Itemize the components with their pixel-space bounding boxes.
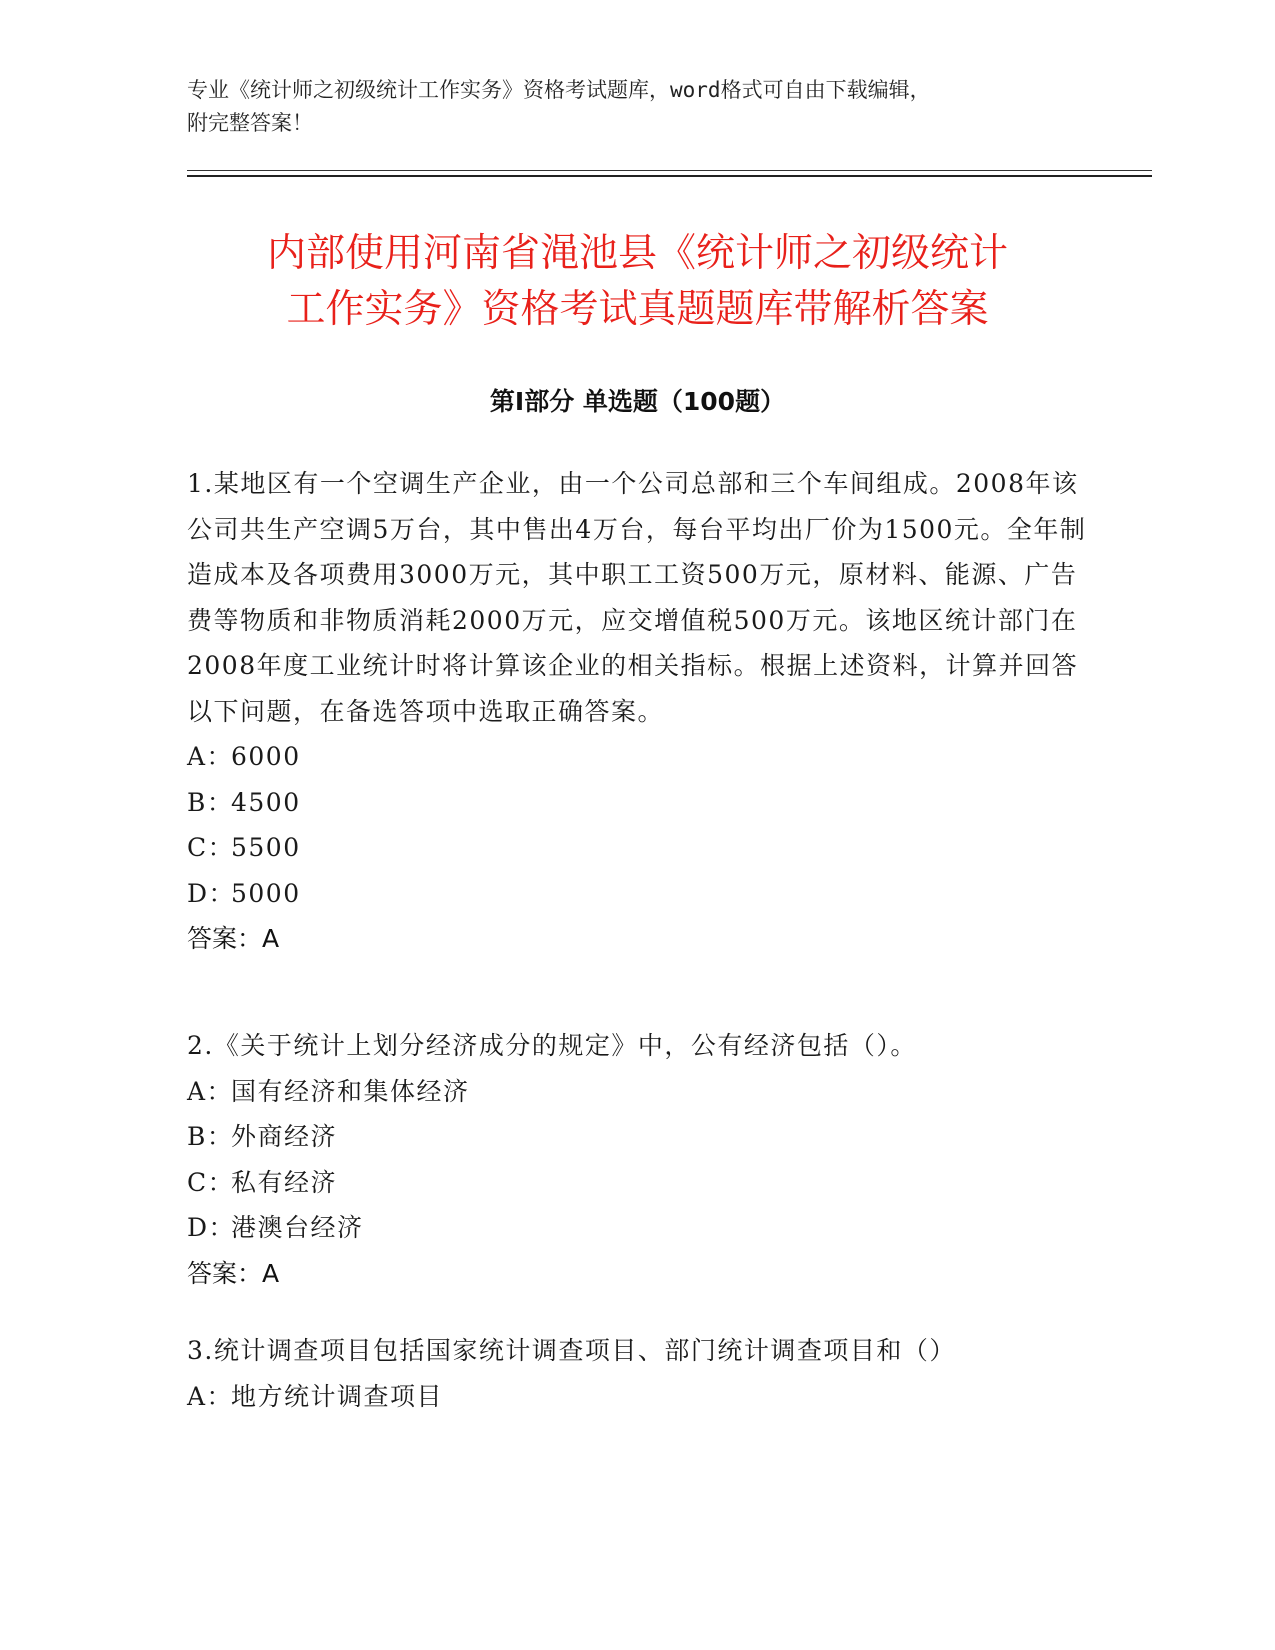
document-title-line-1: 内部使用河南省渑池县《统计师之初级统计 [266, 231, 1008, 276]
question-3 [187, 1328, 1087, 1419]
answer-label: 答案：A [187, 924, 280, 953]
option-text: 外商经济 [231, 1122, 338, 1151]
option-text: 5500 [231, 833, 301, 862]
header-note-line-1: 专业《统计师之初级统计工作实务》资格考试题库，word格式可自由下载编辑， [187, 78, 931, 102]
option-key: C： [187, 833, 235, 862]
option-key: B： [187, 787, 234, 817]
option-text: 4500 [231, 787, 301, 817]
header-rule-top [187, 170, 1152, 171]
option-text: 国有经济和集体经济 [231, 1076, 470, 1106]
header-note-line-2: 附完整答案！ [187, 111, 313, 135]
option-b [187, 1114, 1087, 1160]
document-title-line-2: 工作实务》资格考试真题题库带解析答案 [286, 287, 989, 332]
answer-label: 答案：A [187, 1258, 280, 1288]
option-b [187, 780, 1087, 826]
option-d [187, 1205, 1087, 1251]
option-key: A： [187, 1381, 234, 1411]
option-a [187, 1069, 1087, 1115]
header-rule-bottom [187, 175, 1152, 177]
option-text: 港澳台经济 [231, 1213, 364, 1242]
option-key: B： [187, 1122, 234, 1151]
question-2 [187, 1023, 1087, 1296]
option-text: 私有经济 [231, 1167, 338, 1197]
question-stem: 3.统计调查项目包括国家统计调查项目、部门统计调查项目和（） [187, 1336, 956, 1365]
question-stem: 2.《关于统计上划分经济成分的规定》中，公有经济包括（）。 [187, 1031, 917, 1060]
question-stem: 1.某地区有一个空调生产企业，由一个公司总部和三个车间组成。2008年该公司共生产空调5万台，其中售出4万台，每台平均出厂价为1500元。全年制造成本及各项费用3000万元，其中职工工资500万元，原材料、能源、广告费等物质和非物质消耗2000万元，应交增值税500万元。该地区统计部门在2008年度工业统计时将计算该企业的相关指标。根据上述资料，计算并回答以下问题，在备选答项中选取正确答案。 [187, 469, 1087, 726]
section-heading: 第Ⅰ部分 单选题（100题） [489, 387, 786, 416]
option-key: A： [187, 1076, 234, 1106]
option-key: D： [187, 1213, 236, 1242]
option-c [187, 825, 1087, 871]
option-key: C： [187, 1167, 235, 1197]
option-text: 5000 [231, 878, 301, 908]
option-key: A： [187, 742, 234, 771]
option-text: 6000 [231, 742, 301, 771]
option-a [187, 734, 1087, 780]
header-note [187, 74, 1087, 140]
document-title [150, 226, 1125, 338]
option-a [187, 1374, 1087, 1420]
option-d [187, 871, 1087, 917]
option-c [187, 1160, 1087, 1206]
question-1 [187, 461, 1087, 962]
option-key: D： [187, 878, 236, 908]
option-text: 地方统计调查项目 [231, 1381, 444, 1411]
